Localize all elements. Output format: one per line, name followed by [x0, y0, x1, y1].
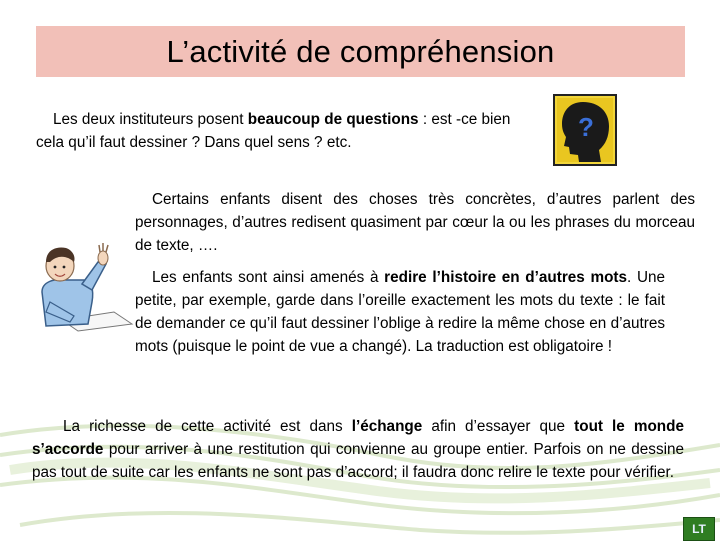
text-run: afin d’essayer que — [422, 418, 575, 435]
text-run: Les enfants sont ainsi amenés à — [152, 269, 385, 286]
bold-text: beaucoup de questions — [247, 111, 419, 128]
text-run: pour arriver à une restitution qui convienne au groupe entier. Parfois on ne dessine pas tout de suite car les enfants ne sont pas d’accord; il faudra donc relire le texte pour vérifier. — [32, 441, 684, 481]
title-banner — [36, 26, 685, 77]
bold-text: l’échange — [351, 418, 423, 435]
text-run: Certains enfants disent des choses très concrètes, d’autres parlent des personnages, d’autres redisent quasiment par cœur la ou les phrases du morceau de texte, …. — [135, 191, 695, 254]
bold-text: tout le monde s’accorde — [32, 418, 684, 458]
text-run: Les deux instituteurs posent — [53, 111, 248, 128]
lt-logo-button[interactable] — [683, 517, 715, 541]
paragraph-questions — [36, 108, 526, 154]
paragraph-exchange — [32, 415, 684, 484]
logo-label: LT — [692, 522, 706, 536]
paragraph-children-say — [135, 188, 695, 257]
question-head-icon — [553, 94, 617, 166]
svg-text:?: ? — [578, 112, 594, 142]
text-run: La richesse de cette activité est dans — [63, 418, 352, 435]
bold-text: redire l’histoire en d’autres mots — [384, 269, 628, 286]
text-run: . Une petite, par exemple, garde dans l’oreille exactement les mots du texte : le fait de demander ce qu’il faut dessiner l’oblige à redire la même chose en d’autres mots (puisque le point de vue a changé). La traduction est obligatoire ! — [135, 269, 666, 355]
text-run: : est -ce bien cela qu’il faut dessiner ? Dans quel sens ? etc. — [36, 111, 511, 151]
paragraph-retelling — [135, 266, 665, 358]
child-raising-hand-illustration — [22, 232, 138, 332]
page-title: L’activité de compréhension — [166, 33, 555, 69]
